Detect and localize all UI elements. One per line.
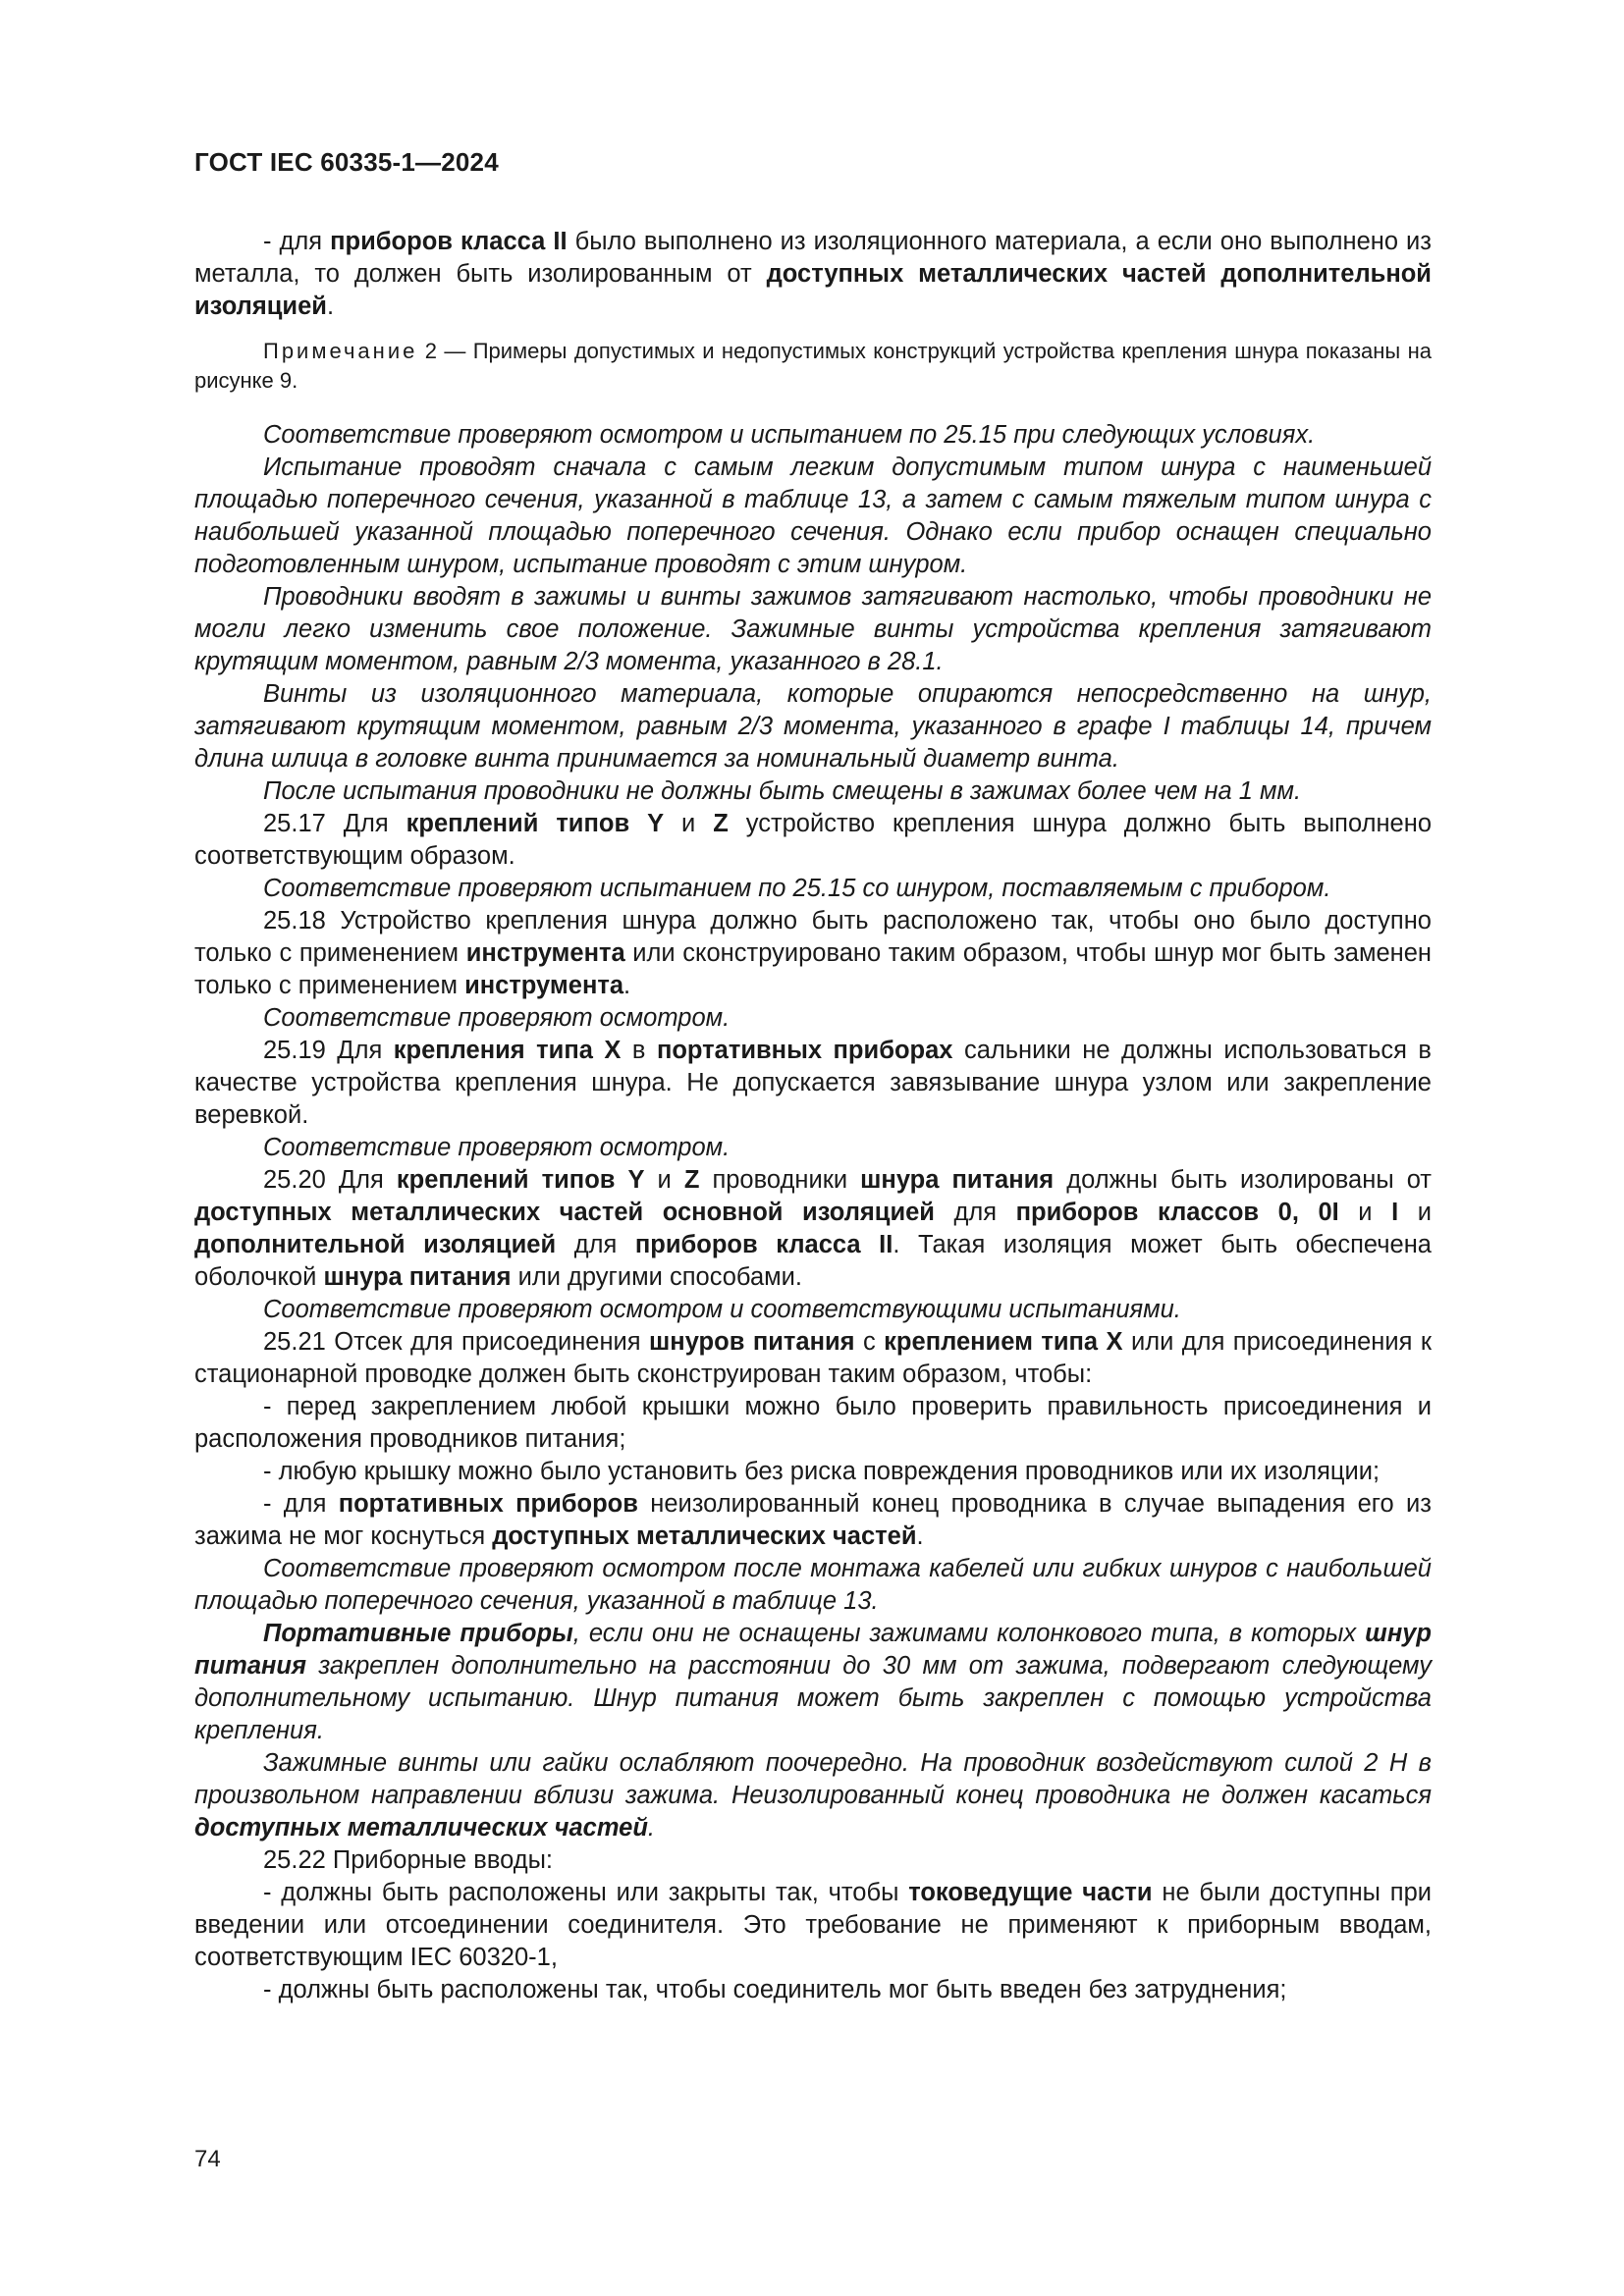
bold-term: шнура питания — [860, 1166, 1055, 1194]
text-run: 25.21 Отсек для присоединения — [263, 1328, 650, 1356]
text-run: Соответствие проверяют осмотром и испытанием по 25.15 при следующих условиях. — [263, 421, 1316, 449]
text-run: - перед закреплением любой крышки можно было проверить правильность присоединения и расположения проводников питания; — [194, 1393, 1432, 1453]
bold-term: креплений типов Y — [406, 810, 665, 837]
bold-term: токоведущие части — [908, 1879, 1153, 1906]
bold-term: доступных металлических частей основной изоляцией — [194, 1199, 935, 1226]
paragraph — [194, 226, 1432, 323]
text-run: в — [621, 1037, 657, 1064]
bold-term: креплением типа X — [884, 1328, 1123, 1356]
paragraph — [194, 1747, 1432, 1844]
paragraph — [194, 1035, 1432, 1132]
bold-term: крепления типа X — [393, 1037, 622, 1064]
bold-term: портативных приборах — [656, 1037, 953, 1064]
text-run: 2 — Примеры допустимых и недопустимых конструкций устройства крепления шнура показаны на рисунке 9. — [194, 339, 1432, 393]
paragraph — [194, 808, 1432, 873]
text-run: неизолированный конец проводника в случае выпадения его из зажима не мог коснуться — [194, 1490, 1432, 1550]
bold-term: доступных металлических частей — [194, 1814, 648, 1842]
text-run: 25.17 Для — [263, 810, 406, 837]
text-run: или сконструировано таким образом, чтобы шнур мог быть заменен только с применением — [194, 939, 1433, 999]
text-run: или другими способами. — [511, 1263, 802, 1291]
paragraph — [194, 1002, 1432, 1035]
text-run: - для — [263, 228, 331, 255]
bold-term: портативных приборов — [338, 1490, 638, 1518]
paragraph — [194, 678, 1432, 775]
bold-term: шнуров питания — [649, 1328, 855, 1356]
text-run: - должны быть расположены или закрыты так, чтобы — [263, 1879, 909, 1906]
text-run: и — [1398, 1199, 1432, 1226]
text-run: для — [934, 1199, 1016, 1226]
paragraph — [194, 1974, 1432, 2006]
bold-term: инструмента — [464, 972, 624, 999]
bold-term: шнур питания — [194, 1620, 1432, 1680]
text-run: проводники — [699, 1166, 861, 1194]
paragraph — [194, 1294, 1432, 1326]
paragraph — [194, 1844, 1432, 1877]
bold-term: Z — [683, 1166, 700, 1194]
text-run: Соответствие проверяют испытанием по 25.15 со шнуром, поставляемым с прибором. — [263, 875, 1331, 902]
text-run: . — [647, 1814, 656, 1842]
bold-term: I — [1391, 1199, 1399, 1226]
text-run: Примечание — [263, 339, 418, 363]
paragraph — [194, 1618, 1432, 1747]
text-run: . — [623, 972, 631, 999]
text-run: с — [854, 1328, 885, 1356]
paragraph — [194, 1391, 1432, 1456]
bold-term: креплений типов Y — [396, 1166, 645, 1194]
paragraph — [194, 905, 1432, 1002]
bold-term: приборов классов 0, 0I — [1015, 1199, 1339, 1226]
bold-term: инструмента — [465, 939, 625, 967]
text-run: 25.19 Для — [263, 1037, 394, 1064]
bold-term: доступных металлических частей дополнительной изоляцией — [194, 260, 1432, 320]
text-run: или для присоединения к стационарной проводке должен быть сконструирован таким образом, чтобы: — [194, 1328, 1433, 1388]
text-run: должны быть изолированы от — [1054, 1166, 1432, 1194]
text-run: Испытание проводят сначала с самым легким допустимым типом шнура с наименьшей площадью поперечного сечения, указанной в таблице 13, а затем с самым тяжелым типом шнура с наибольшей указанной площадью поперечного сечения. Однако если прибор оснащен специально подготовленным шнуром, испытание проводят с этим шнуром. — [194, 454, 1432, 578]
bold-term: приборов класса II — [634, 1231, 893, 1258]
text-run: сальники не должны использоваться в качестве устройства крепления шнура. Не допускается завязывание шнура узлом или закрепление веревкой. — [194, 1037, 1432, 1129]
paragraph — [194, 1553, 1432, 1618]
text-run: . — [326, 293, 335, 320]
bold-term: дополнительной изоляцией — [194, 1231, 557, 1258]
text-run: Соответствие проверяют осмотром. — [263, 1004, 731, 1032]
paragraph — [194, 1488, 1432, 1553]
document-header: ГОСТ IEC 60335-1—2024 — [194, 147, 499, 177]
text-run: После испытания проводники не должны быть смещены в зажимах более чем на 1 мм. — [263, 777, 1302, 805]
text-run: Проводники вводят в зажимы и винты зажимов затягивают настолько, чтобы проводники не могли легко изменить свое положение. Зажимные винты устройства крепления затягивают крутящим моментом, равным 2/3 момента, указанного в 28.1. — [194, 583, 1432, 675]
text-run: . Такая изоляция может быть обеспечена оболочкой — [194, 1231, 1432, 1291]
text-run: устройство крепления шнура должно быть выполнено соответствующим образом. — [194, 810, 1432, 870]
paragraph — [194, 1877, 1432, 1974]
text-run: 25.20 Для — [263, 1166, 397, 1194]
page-number: 74 — [194, 2146, 221, 2172]
paragraph — [194, 1164, 1432, 1294]
paragraph — [194, 775, 1432, 808]
paragraph — [194, 873, 1432, 905]
text-run: - для — [263, 1490, 339, 1518]
paragraph — [194, 581, 1432, 678]
bold-term: приборов класса II — [330, 228, 568, 255]
text-run: и — [644, 1166, 684, 1194]
text-run: , если они не оснащены зажимами колонкового типа, в которых — [572, 1620, 1366, 1647]
text-run: и — [1338, 1199, 1392, 1226]
text-run: закреплен дополнительно на расстоянии до 30 мм от зажима, подвергают следующему дополнительному испытанию. Шнур питания может быть закреплен с помощью устройства крепления. — [194, 1652, 1432, 1744]
paragraph — [194, 452, 1432, 581]
text-run: 25.22 Приборные вводы: — [263, 1846, 554, 1874]
text-run: Винты из изоляционного материала, которые опираются непосредственно на шнур, затягивают крутящим моментом, равным 2/3 момента, указанного в графе I таблицы 14, причем длина шлица в головке винта принимается за номинальный диаметр винта. — [194, 680, 1432, 773]
paragraph — [194, 337, 1432, 396]
text-run: - любую крышку можно было установить без риска повреждения проводников или их изоляции; — [263, 1458, 1380, 1485]
paragraph — [194, 419, 1432, 452]
document-body — [194, 226, 1432, 2006]
bold-term: шнура питания — [323, 1263, 512, 1291]
paragraph — [194, 1326, 1432, 1391]
text-run: 25.18 Устройство крепления шнура должно быть расположено так, чтобы оно было доступно только с применением — [194, 907, 1432, 967]
text-run: для — [556, 1231, 635, 1258]
text-run: Соответствие проверяют осмотром после монтажа кабелей или гибких шнуров с наибольшей площадью поперечного сечения, указанной в таблице 13. — [194, 1555, 1432, 1615]
text-run: - должны быть расположены так, чтобы соединитель мог быть введен без затруднения; — [263, 1976, 1287, 2003]
text-run: Соответствие проверяют осмотром и соответствующими испытаниями. — [263, 1296, 1181, 1323]
paragraph — [194, 1456, 1432, 1488]
bold-term: доступных металлических частей — [492, 1522, 917, 1550]
text-run: . — [916, 1522, 924, 1550]
text-run: Зажимные винты или гайки ослабляют поочередно. На проводник воздействуют силой 2 Н в произвольном направлении вблизи зажима. Неизолированный конец проводника не должен касаться — [194, 1749, 1432, 1809]
text-run: было выполнено из изоляционного материала, а если оно выполнено из металла, то должен быть изолированным от — [194, 228, 1432, 288]
bold-term: Z — [713, 810, 729, 837]
text-run: не были доступны при введении или отсоединении соединителя. Это требование не применяют к приборным вводам, соответствующим IEC 60320-1, — [194, 1879, 1432, 1971]
text-run: Соответствие проверяют осмотром. — [263, 1134, 731, 1161]
text-run: и — [664, 810, 714, 837]
bold-term: Портативные приборы — [263, 1620, 573, 1647]
paragraph — [194, 1132, 1432, 1164]
